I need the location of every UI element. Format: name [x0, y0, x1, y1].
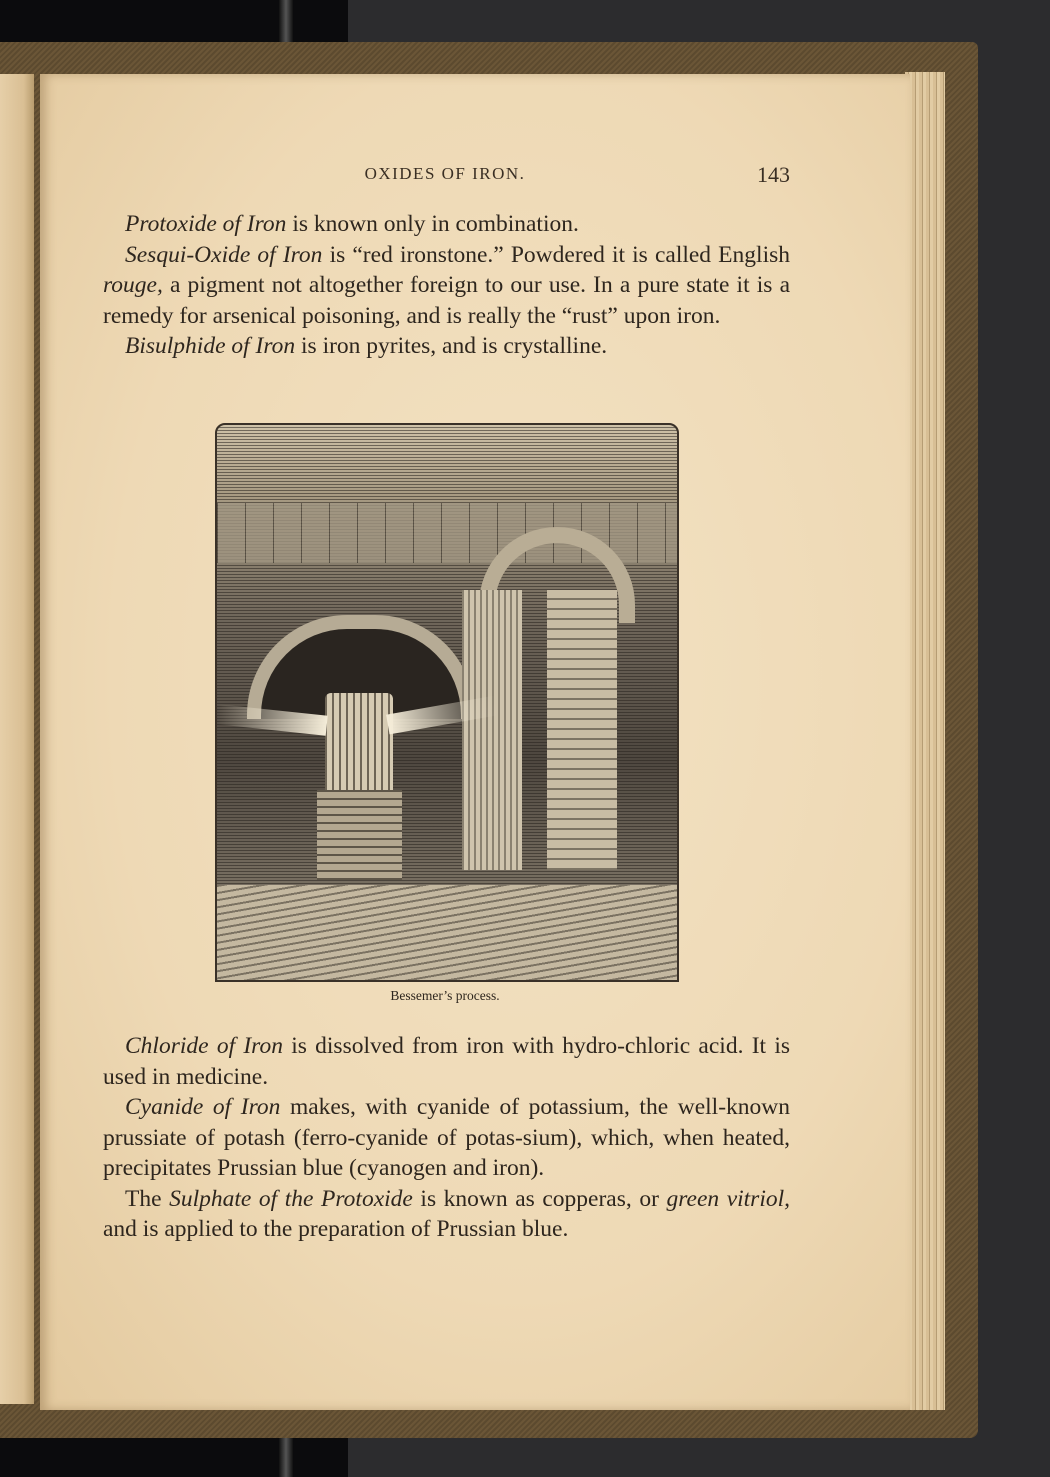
running-head-title: OXIDES OF IRON.	[364, 164, 526, 183]
running-head	[100, 162, 790, 192]
page-edges	[905, 72, 945, 1410]
text: and is applied to the preparation of Prussian blue.	[103, 1216, 569, 1242]
term: Cyanide of Iron	[125, 1094, 281, 1120]
text: is iron pyrites, and is crystalline.	[295, 333, 608, 359]
text: The	[125, 1185, 170, 1212]
term: Sulphate of the Protoxide	[169, 1185, 413, 1212]
converter-vessel	[325, 693, 393, 793]
paragraph	[103, 1031, 790, 1092]
foundry-floor	[217, 885, 677, 980]
term: Sesqui-Oxide of Iron	[125, 241, 323, 268]
text: is known only in combination.	[286, 211, 579, 237]
engraving-illustration-icon	[215, 423, 679, 982]
page-number: 143	[757, 162, 790, 187]
vessel-base	[317, 790, 402, 880]
term: Protoxide of Iron	[125, 211, 287, 237]
term: green vitriol,	[666, 1185, 791, 1212]
paragraph	[103, 1184, 790, 1245]
chimney-tower	[547, 590, 617, 870]
converter-tower	[462, 590, 522, 870]
text: a pigment not altogether foreign to our use. In a pure state it is a remedy for arsenical poisoning, and is really the “rust” upon iron.	[103, 272, 790, 329]
term: rouge,	[103, 272, 163, 298]
text: is known as copperas, or	[412, 1185, 667, 1212]
top-text-block	[103, 209, 790, 362]
paragraph	[103, 331, 790, 362]
paragraph	[103, 240, 790, 332]
bottom-text-block	[103, 1031, 790, 1245]
facing-page-edge	[0, 74, 34, 1404]
text: is dissolved from iron with hydro-chloric acid. It is used in medicine.	[103, 1033, 790, 1090]
text: is “red ironstone.” Powdered it is called English	[322, 241, 790, 268]
term: Chloride of Iron	[125, 1033, 283, 1059]
paragraph	[103, 1092, 790, 1184]
paragraph	[103, 209, 790, 240]
figure-caption: Bessemer’s process.	[390, 988, 500, 1003]
text: makes, with cyanide of potassium, the well-known prussiate of potash (ferro-cyanide of potas-sium), which, when heated, precipitates Prussian blue (cyanogen and iron).	[103, 1094, 790, 1181]
term: Bisulphide of Iron	[125, 333, 296, 359]
